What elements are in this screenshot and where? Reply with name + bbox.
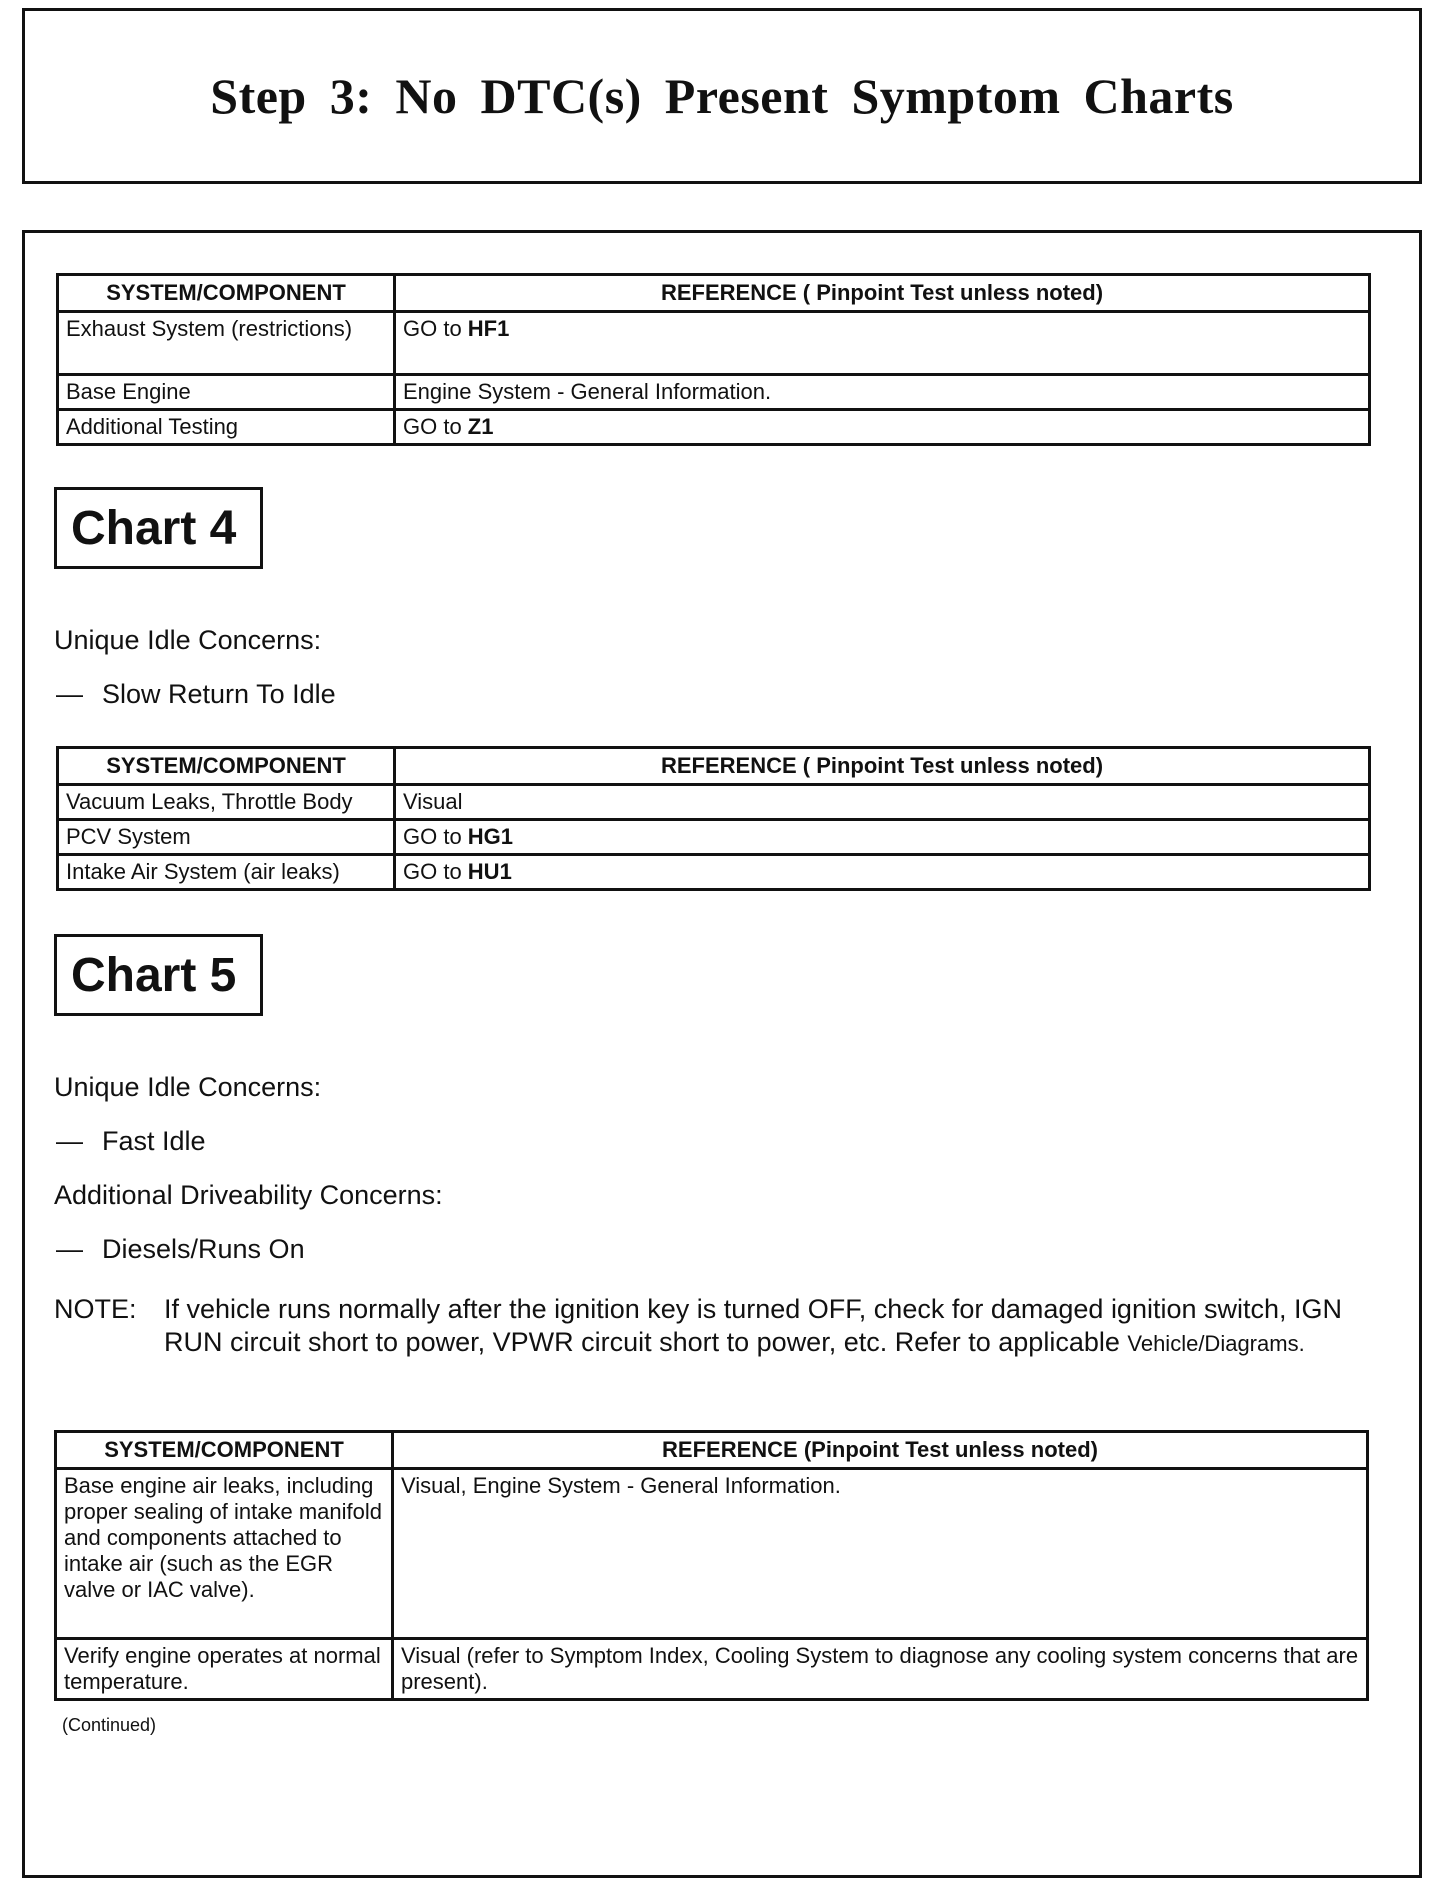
- chart-4-concern-item: [56, 678, 336, 710]
- reference-text: GO to: [403, 824, 468, 849]
- reference-text: Visual (refer to Symptom Index, Cooling System to diagnose any cooling system concerns that are present).: [401, 1643, 1359, 1694]
- reference-cell: [395, 375, 1370, 410]
- reference-text: Engine System - General Information.: [403, 379, 772, 404]
- table-row: [56, 1469, 1368, 1639]
- table-row: [58, 410, 1370, 445]
- column-header-reference: REFERENCE ( Pinpoint Test unless noted): [395, 748, 1370, 785]
- table-row: [58, 855, 1370, 890]
- concern-text: Diesels/Runs On: [102, 1234, 305, 1264]
- table-row: [58, 375, 1370, 410]
- test-code: Z1: [467, 414, 494, 439]
- continued-label: (Continued): [62, 1715, 157, 1735]
- concern-text: Fast Idle: [102, 1126, 206, 1156]
- column-header-component: SYSTEM/COMPONENT: [58, 275, 395, 312]
- reference-cell: [395, 855, 1370, 890]
- component-cell: Verify engine operates at normal temperature.: [56, 1639, 393, 1700]
- chart-5-additional-item: [56, 1233, 305, 1265]
- reference-cell: [395, 820, 1370, 855]
- column-header-reference: REFERENCE (Pinpoint Test unless noted): [393, 1432, 1368, 1469]
- concern-text: Slow Return To Idle: [102, 679, 336, 709]
- title-box: [22, 8, 1422, 184]
- chart-5-label: Chart 5: [54, 934, 263, 1016]
- chart-4-concerns-heading: Unique Idle Concerns:: [54, 625, 322, 655]
- reference-text: GO to: [403, 859, 468, 884]
- chart-4-label: Chart 4: [54, 487, 263, 569]
- reference-text: Visual, Engine System - General Information.: [401, 1473, 841, 1498]
- reference-cell: [395, 312, 1370, 375]
- column-header-reference: REFERENCE ( Pinpoint Test unless noted): [395, 275, 1370, 312]
- component-cell: Base Engine: [58, 375, 395, 410]
- reference-text: GO to: [403, 414, 468, 439]
- table-row: [58, 785, 1370, 820]
- note-reference: Vehicle/Diagrams.: [1127, 1331, 1305, 1356]
- reference-table-2: [56, 746, 1371, 891]
- note-block: [54, 1293, 1399, 1360]
- chart-5-concerns-heading: Unique Idle Concerns:: [54, 1072, 322, 1102]
- component-cell: PCV System: [58, 820, 395, 855]
- note-label: NOTE:: [54, 1294, 137, 1324]
- note-text-wrapper: [164, 1293, 1399, 1360]
- reference-text: GO to: [403, 316, 468, 341]
- table-row: [58, 820, 1370, 855]
- reference-table-1: [56, 273, 1371, 446]
- component-cell: Additional Testing: [58, 410, 395, 445]
- reference-cell: [393, 1469, 1368, 1639]
- test-code: HU1: [467, 859, 512, 884]
- table-row: [58, 312, 1370, 375]
- dash-bullet: —: [56, 1234, 83, 1264]
- column-header-component: SYSTEM/COMPONENT: [58, 748, 395, 785]
- component-cell: Vacuum Leaks, Throttle Body: [58, 785, 395, 820]
- component-cell: Intake Air System (air leaks): [58, 855, 395, 890]
- chart-5-additional-heading: Additional Driveability Concerns:: [54, 1180, 443, 1210]
- note-text: If vehicle runs normally after the ignition key is turned OFF, check for damaged ignition switch, IGN RUN circuit short to power, VPWR circuit short to power, etc. Refer to applicable: [164, 1294, 1343, 1357]
- reference-table-3: [54, 1430, 1369, 1701]
- dash-bullet: —: [56, 1126, 83, 1156]
- component-cell: Base engine air leaks, including proper sealing of intake manifold and components attached to intake air (such as the EGR valve or IAC valve).: [56, 1469, 393, 1639]
- component-cell: Exhaust System (restrictions): [58, 312, 395, 375]
- reference-cell: [393, 1639, 1368, 1700]
- table-row: [56, 1639, 1368, 1700]
- chart-5-concern-item: [56, 1125, 206, 1157]
- test-code: HF1: [467, 316, 510, 341]
- reference-cell: [395, 785, 1370, 820]
- reference-cell: [395, 410, 1370, 445]
- page-title: Step 3: No DTC(s) Present Symptom Charts: [210, 68, 1234, 124]
- test-code: HG1: [467, 824, 514, 849]
- column-header-component: SYSTEM/COMPONENT: [56, 1432, 393, 1469]
- dash-bullet: —: [56, 679, 83, 709]
- reference-text: Visual: [403, 789, 463, 814]
